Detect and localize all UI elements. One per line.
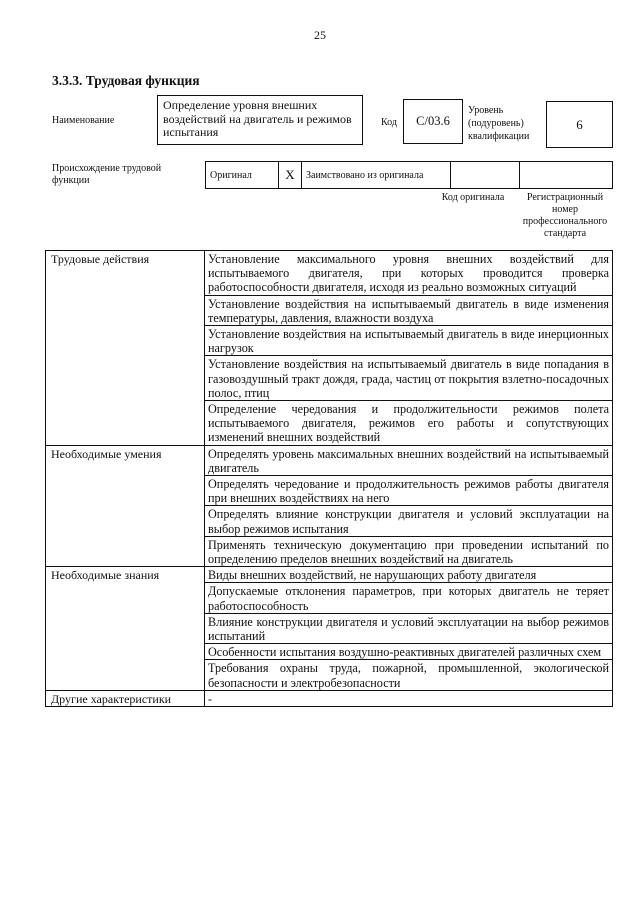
table-row [46, 251, 613, 296]
level-value-box [546, 101, 613, 148]
level-label: Уровень (подуровень) квалификации [468, 105, 530, 142]
table-row [46, 567, 613, 583]
borrowed-label: Заимствовано из оригинала [306, 169, 424, 181]
section-item: Установление воздействия на испытываемый двигатель в виде инерционных нагрузок [205, 326, 613, 356]
section-title: 3.3.3. Трудовая функция [52, 73, 200, 88]
original-label: Оригинал [210, 169, 252, 181]
section-item: Установление воздействия на испытываемый двигатель в виде попадания в газовоздушный тракт дождя, града, частиц от покрытия взлетно-посадочных полос, птиц [205, 356, 613, 401]
original-mark-cell [279, 162, 302, 189]
name-value: Определение уровня внешних воздействий на двигатель и режимов испытания [163, 98, 352, 139]
section-heading: Необходимые умения [46, 445, 205, 567]
labor-function-table [45, 250, 613, 707]
code-value: C/03.6 [416, 114, 450, 128]
code-label: Код [381, 117, 397, 128]
section-item: Допускаемые отклонения параметров, при которых двигатель не теряет работоспособность [205, 583, 613, 613]
section-heading: Необходимые знания [46, 567, 205, 691]
section-item: Виды внешних воздействий, не нарушающих работу двигателя [205, 567, 613, 583]
origin-label: Происхождение трудовой функции [52, 163, 162, 186]
level-value: 6 [576, 116, 583, 132]
name-label: Наименование [52, 115, 115, 126]
section-item: Установление максимального уровня внешних воздействий для испытываемого двигателя, при которых проводится проверка работоспособности двигателя, исходя из реально возможных ситуаций [205, 251, 613, 296]
name-value-box [157, 95, 363, 145]
section-item: Особенности испытания воздушно-реактивных двигателей различных схем [205, 644, 613, 660]
reg-number-cell [520, 162, 613, 189]
section-item: Влияние конструкции двигателя и условий эксплуатации на выбор режимов испытаний [205, 613, 613, 643]
section-item: Определять чередование и продолжительность режимов работы двигателя при внешних воздействиях на него [205, 476, 613, 506]
section-heading: Другие характеристики [46, 690, 205, 706]
origin-table [205, 161, 613, 189]
page-number: 25 [314, 28, 326, 42]
section-item: Установление воздействия на испытываемый двигатель в виде изменения температуры, давления, влажности воздуха [205, 295, 613, 325]
table-row [46, 690, 613, 706]
code-value-box [403, 99, 463, 144]
section-item: Определение чередования и продолжительности режимов полета испытываемого двигателя, режимов его работы и сопутствующих изменений внешних воздействий [205, 401, 613, 446]
section-item: Определять влияние конструкции двигателя и условий эксплуатации на выбор режимов испытания [205, 506, 613, 536]
code-original-cell [451, 162, 520, 189]
section-heading: Трудовые действия [46, 251, 205, 446]
reg-number-label: Регистрационный номер профессионального стандарта [522, 192, 608, 239]
section-item: - [205, 690, 613, 706]
section-item: Определять уровень максимальных внешних воздействий на испытываемый двигатель [205, 445, 613, 475]
section-item: Требования охраны труда, пожарной, промышленной, экологической безопасности и электробезопасности [205, 660, 613, 690]
section-item: Применять техническую документацию при проведении испытаний по определению пределов внешних воздействий на двигатель [205, 536, 613, 566]
table-row [46, 445, 613, 475]
borrowed-label-cell [302, 162, 451, 189]
code-original-label: Код оригинала [441, 192, 505, 203]
original-mark: X [285, 167, 295, 182]
original-label-cell [206, 162, 279, 189]
